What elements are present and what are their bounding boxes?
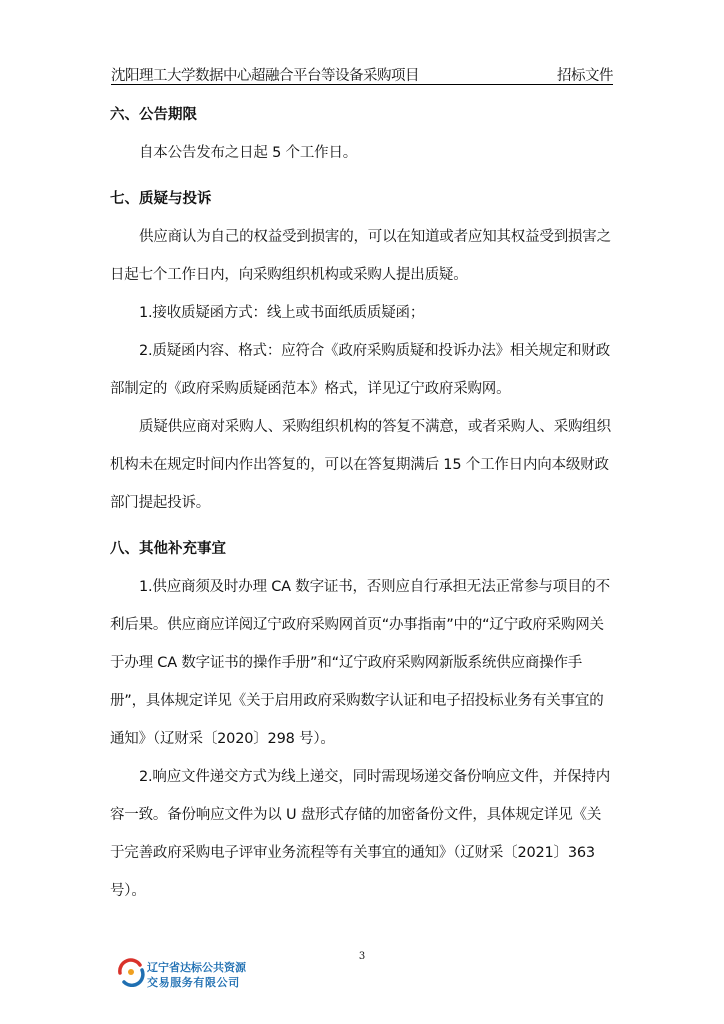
section-seven-paragraph-4: 质疑供应商对采购人、采购组织机构的答复不满意，或者采购人、采购组织机构未在规定时间内作出答复的，可以在答复期满后 15 个工作日内向本级财政部门提起投诉。 (110, 419, 611, 511)
document-type: 招标文件 (557, 68, 613, 84)
company-logo (116, 957, 256, 991)
page-number: 3 (358, 951, 366, 962)
section-heading-eight: 八、其他补充事宜 (110, 541, 226, 557)
section-eight-paragraph-1: 1.供应商须及时办理 CA 数字证书，否则应自行承担无法正常参与项目的不利后果。供应商应详阅辽宁政府采购网首页“办事指南”中的“辽宁政府采购网关于办理 CA 数字证书的操作手册”和“辽宁政府采购网新版系统供应商操作手册”，具体规定详见《关于启用政府采购数字认证和电子招投标业务有关事宜的通知》（辽财采〔2020〕298 号）。 (110, 579, 610, 747)
section-seven-paragraph-2: 1.接收质疑函方式：线上或书面纸质质疑函； (139, 305, 425, 321)
section-eight-paragraph-2: 2.响应文件递交方式为线上递交，同时需现场递交备份响应文件，并保持内容一致。备份响应文件为以 U 盘形式存储的加密备份文件，具体规定详见《关于完善政府采购电子评审业务流程等有关事宜的通知》（辽财采〔2021〕363 号）。 (110, 769, 611, 899)
page-header (111, 62, 613, 85)
swirl-logo-icon (116, 957, 146, 987)
logo-text-line-1: 辽宁省达标公共资源 (147, 961, 246, 974)
section-heading-six: 六、公告期限 (110, 107, 197, 123)
document-body (110, 96, 615, 910)
section-seven-paragraph-1: 供应商认为自己的权益受到损害的，可以在知道或者应知其权益受到损害之日起七个工作日内，向采购组织机构或采购人提出质疑。 (110, 229, 611, 283)
section-heading-seven: 七、质疑与投诉 (110, 191, 212, 207)
logo-text-line-2: 交易服务有限公司 (147, 976, 240, 989)
section-six-paragraph: 自本公告发布之日起 5 个工作日。 (139, 145, 358, 161)
section-seven-paragraph-3: 2.质疑函内容、格式：应符合《政府采购质疑和投诉办法》相关规定和财政部制定的《政府采购质疑函范本》格式，详见辽宁政府采购网。 (110, 343, 611, 397)
document-title: 沈阳理工大学数据中心超融合平台等设备采购项目 (111, 68, 419, 84)
